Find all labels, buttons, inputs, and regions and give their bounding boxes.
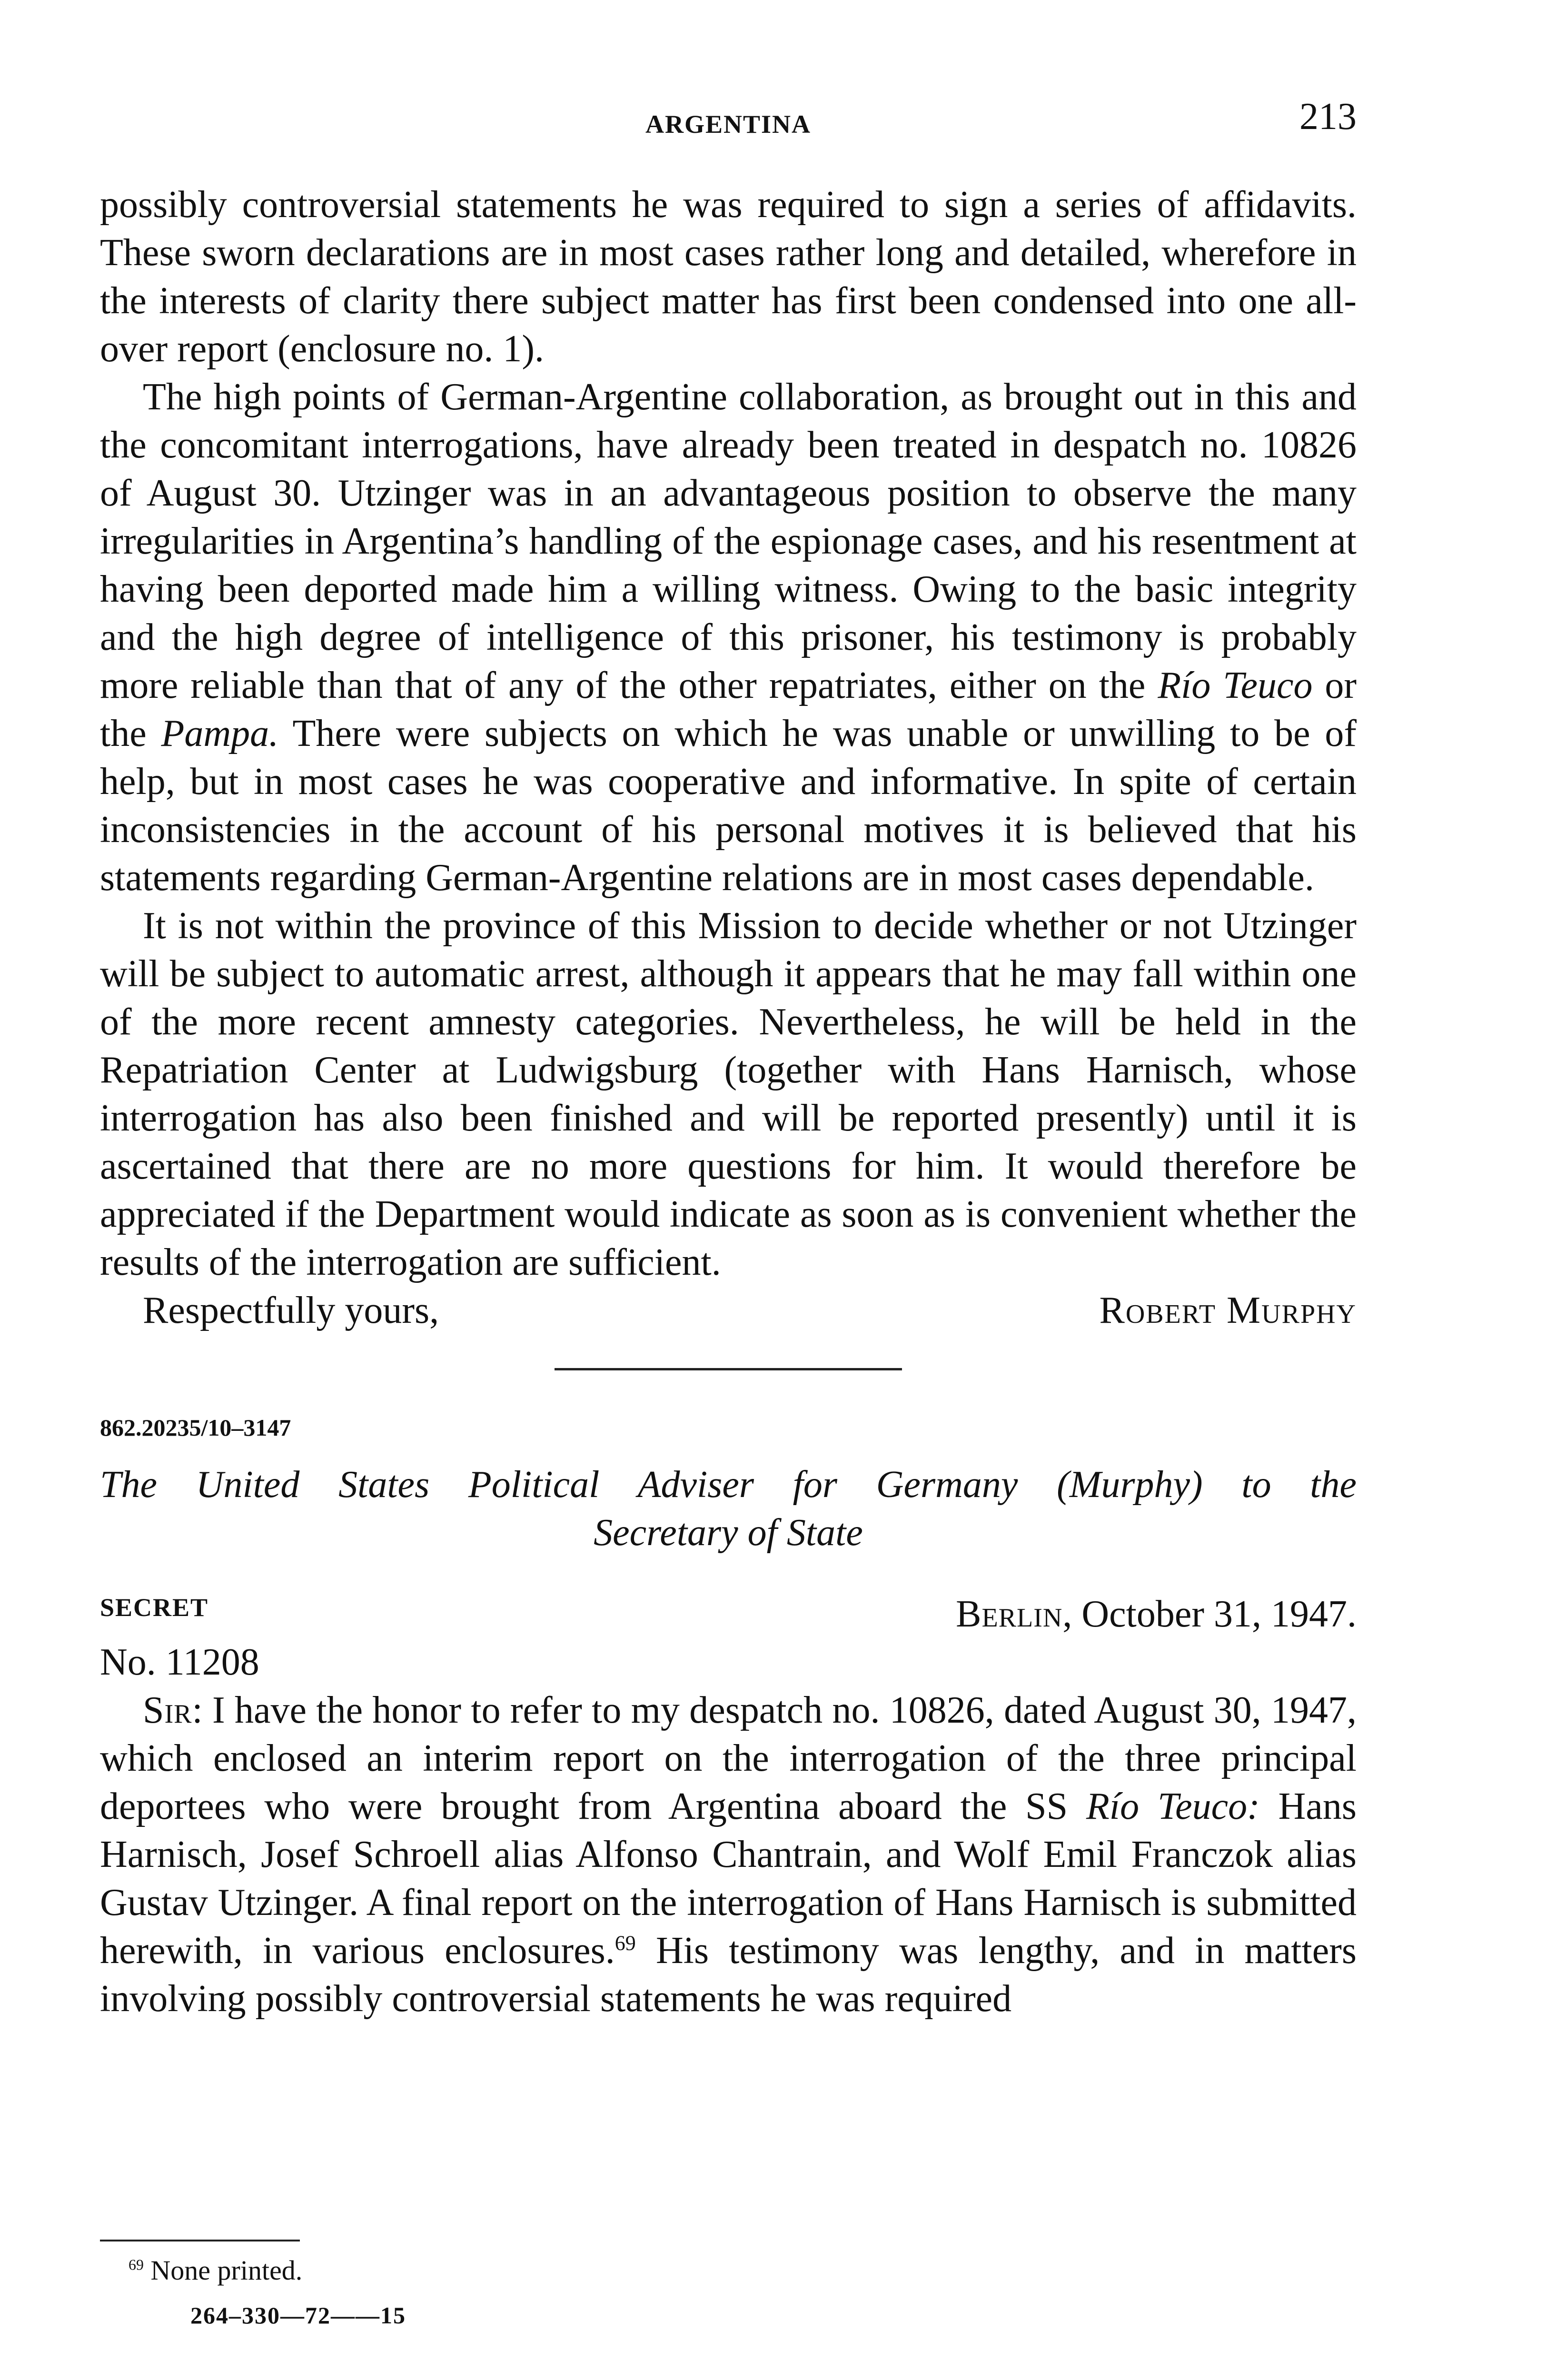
place-date xyxy=(956,1590,1357,1638)
document-meta-row xyxy=(100,1590,1357,1638)
footnote-marker: 69 xyxy=(129,2256,144,2273)
signature: Robert Murphy xyxy=(1099,1289,1357,1331)
paragraph-text: There were subjects on which he was unable or unwilling to be of help, but in most cases he was cooperative and informative. In spite of certain inconsistencies in the account of his personal motives it is believed that his statements regarding German-Argentine relations are in most cases dependable. xyxy=(100,713,1357,899)
section-divider xyxy=(555,1368,902,1370)
file-number: 862.20235/10–3147 xyxy=(100,1414,291,1441)
despatch-number: No. 11208 xyxy=(100,1641,259,1683)
paragraph-utzinger-testimony xyxy=(100,373,1357,902)
paragraph-text: His testimony was lengthy, and in matters involving possibly controversial statements he was required xyxy=(100,1930,1357,2020)
printer-imprint: 264–330—72——15 xyxy=(190,2302,406,2329)
ship-name-rio-teuco: Río Teuco xyxy=(1158,664,1313,706)
place: Berlin xyxy=(956,1593,1063,1635)
signoff xyxy=(100,1287,1357,1335)
ship-name-pampa: Pampa. xyxy=(161,713,279,754)
paragraph-text: : I have the honor to refer to my despatch no. 10826, dated August 30, 1947, which enclosed an interim report on the interrogation of the three principal deportees who were brought from Argentina aboard the SS xyxy=(100,1689,1357,1827)
letter-paragraph xyxy=(100,1686,1357,2023)
paragraph-text: The high points of German-Argentine collaboration, as brought out in this and the concomitant interrogations, have already been treated in despatch no. 10826 of August 30. Utzinger was in an advantageous position to observe the many irregularities in Argentina’s handling of the espionage cases, and his resentment at having been deported made him a willing witness. Owing to the basic integrity and the high degree of intelligence of this prisoner, his testimony is probably more reliable than that of any of the other repatriates, either on the xyxy=(100,376,1357,706)
classification-label: SECRET xyxy=(100,1593,209,1622)
footnote-divider xyxy=(100,2240,300,2241)
salutation: Sir xyxy=(143,1689,192,1731)
paragraph-mission-decision: It is not within the province of this Mission to decide whether or not Utzinger will be subject to automatic arrest, although it appears that he may fall within one of the more recent amnesty categories. Nevertheless, he will be held in the Repatriation Center at Ludwigsburg (together with Hans Harnisch, whose interrogation has also been finished and will be reported presently) until it is ascertained that there are no more questions for him. It would therefore be appreciated if the Department would indicate as soon as is convenient whether the results of the interrogation are sufficient. xyxy=(100,905,1357,1283)
date: , October 31, 1947. xyxy=(1062,1593,1357,1635)
running-head: ARGENTINA xyxy=(645,110,812,139)
body-text xyxy=(100,181,1357,2023)
paragraph-text: or the xyxy=(100,664,1357,754)
ship-name-rio-teuco: Río Teuco: xyxy=(1086,1785,1260,1827)
footnote xyxy=(129,2254,302,2287)
document-title-line-2: Secretary of State xyxy=(594,1512,863,1554)
document-title xyxy=(100,1461,1357,1557)
page-header xyxy=(100,95,1357,148)
page-number: 213 xyxy=(1299,96,1357,138)
footnote-text: None printed. xyxy=(150,2255,303,2286)
document-title-line-1: The United States Political Adviser for Germany (Murphy) to the xyxy=(100,1464,1357,1506)
footnote-reference: 69 xyxy=(614,1931,636,1955)
closing: Respectfully yours, xyxy=(143,1289,439,1331)
paragraph-text: Hans Harnisch, Josef Schroell alias Alfonso Chantrain, and Wolf Emil Franczok alias Gustav Utzinger. A final report on the interrogation of Hans Harnisch is submitted herewith, in various enclosures. xyxy=(100,1785,1357,1972)
continuation-paragraph: possibly controversial statements he was required to sign a series of affidavits. These sworn declarations are in most cases rather long and detailed, wherefore in the interests of clarity there subject matter has first been condensed into one all-over report (enclosure no. 1). xyxy=(100,184,1357,370)
